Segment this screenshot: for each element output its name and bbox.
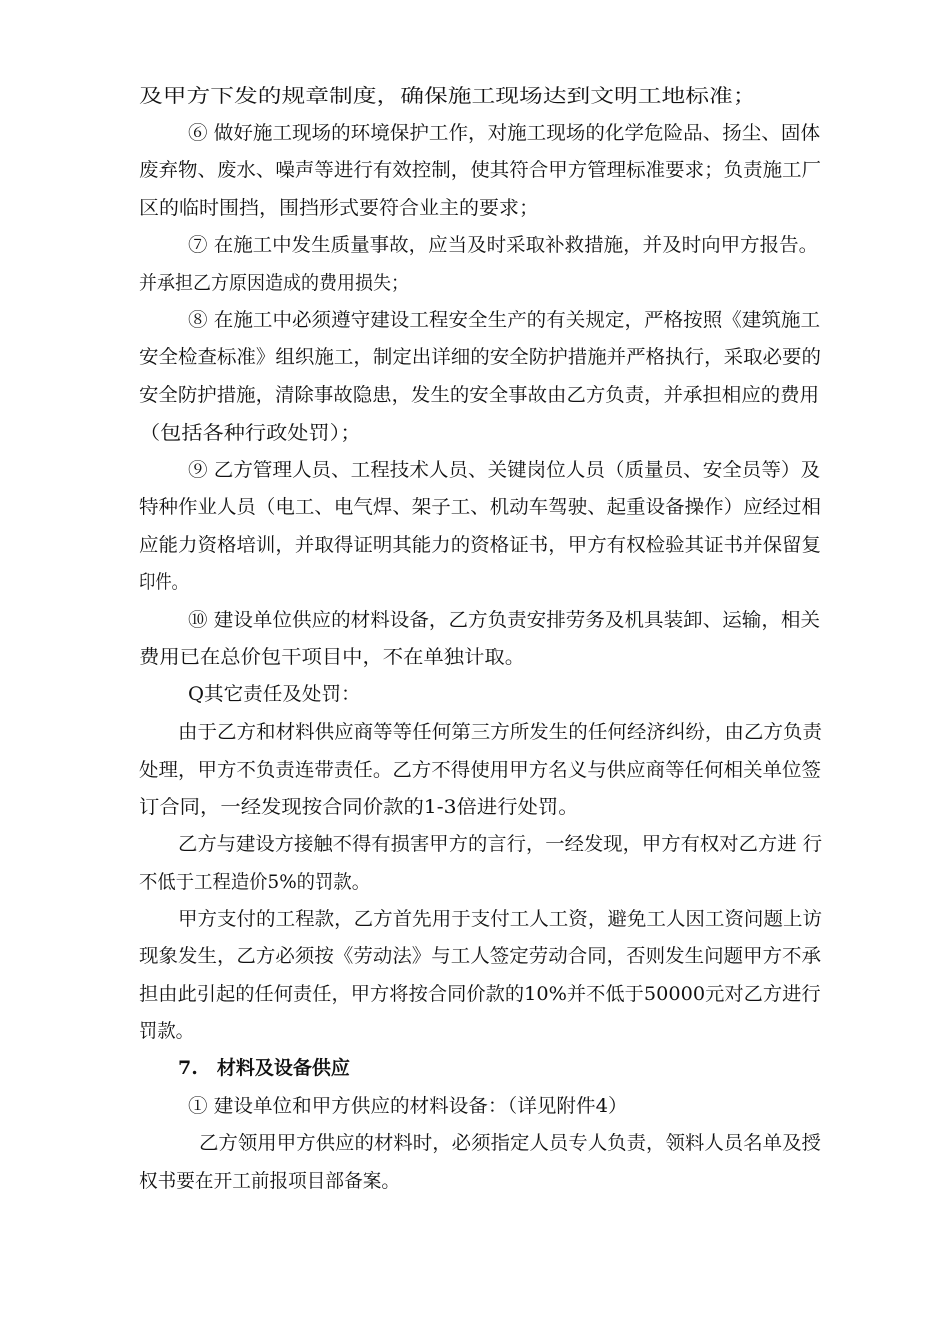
paragraph-line: 处理，甲方不负责连带责任。乙方不得使用甲方名义与供应商等任何相关单位签	[139, 759, 822, 781]
paragraph-line: ⑩ 建设单位供应的材料设备，乙方负责安排劳务及机具装卸、运输，相关	[188, 609, 821, 631]
paragraph-line: 区的临时围挡，围挡形式要符合业主的要求；	[139, 197, 540, 219]
paragraph-line: 罚款。	[139, 1020, 195, 1042]
paragraph-line: 订合同，一经发现按合同价款的1-3倍进行处罚。	[139, 796, 579, 818]
paragraph-line: 乙方领用甲方供应的材料时，必须指定人员专人负责，领料人员名单及授	[199, 1132, 821, 1154]
paragraph-line: 不低于工程造价5%的罚款。	[139, 871, 371, 893]
paragraph-line: 由于乙方和材料供应商等等任何第三方所发生的任何经济纠纷，由乙方负责	[178, 721, 823, 743]
paragraph-line: 特种作业人员（电工、电气焊、架子工、机动车驾驶、起重设备操作）应经过相	[139, 496, 822, 518]
paragraph-line: ① 建设单位和甲方供应的材料设备：（详见附件4）	[188, 1095, 628, 1117]
paragraph-line: ⑦ 在施工中发生质量事故，应当及时采取补救措施，并及时向甲方报告。	[188, 234, 819, 256]
paragraph-line: 费用已在总价包干项目中，不在单独计取。	[139, 646, 526, 668]
paragraph-line: 废弃物、废水、噪声等进行有效控制，使其符合甲方管理标准要求；负责施工厂	[139, 159, 822, 181]
paragraph-line: 应能力资格培训，并取得证明其能力的资格证书，甲方有权检验其证书并保留复	[139, 534, 822, 556]
paragraph-line: ⑥ 做好施工现场的环境保护工作，对施工现场的化学危险品、扬尘、固体	[188, 122, 821, 144]
paragraph-line: 印件。	[139, 571, 189, 593]
section-heading: Q其它责任及处罚：	[188, 683, 361, 705]
paragraph-line: 现象发生，乙方必须按《劳动法》与工人签定劳动合同，否则发生问题甲方不承	[139, 945, 822, 967]
paragraph-line: 并承担乙方原因造成的费用损失；	[139, 272, 410, 294]
paragraph-line: 乙方与建设方接触不得有损害甲方的言行，一经发现，甲方有权对乙方进 行	[178, 833, 823, 855]
paragraph-line: 甲方支付的工程款，乙方首先用于支付工人工资，避免工人因工资问题上访	[178, 908, 823, 930]
paragraph-line: 安全防护措施，清除事故隐患，发生的安全事故由乙方负责，并承担相应的费用	[139, 384, 820, 406]
paragraph-line: ⑨ 乙方管理人员、工程技术人员、关键岗位人员（质量员、安全员等）及	[188, 459, 821, 481]
paragraph-line: ⑧ 在施工中必须遵守建设工程安全生产的有关规定，严格按照《建筑施工	[188, 309, 821, 331]
paragraph-line: （包括各种行政处罚）；	[139, 422, 362, 444]
paragraph-line: 权书要在开工前报项目部备案。	[139, 1170, 401, 1192]
paragraph-line: 担由此引起的任何责任，甲方将按合同价款的10%并不低于50000元对乙方进行	[139, 983, 821, 1005]
paragraph-line: 及甲方下发的规章制度，确保施工现场达到文明工地标准；	[139, 85, 757, 107]
section-heading: 7. 材料及设备供应	[178, 1057, 350, 1079]
paragraph-line: 安全检查标准》组织施工，制定出详细的安全防护措施并严格执行，采取必要的	[139, 346, 822, 368]
